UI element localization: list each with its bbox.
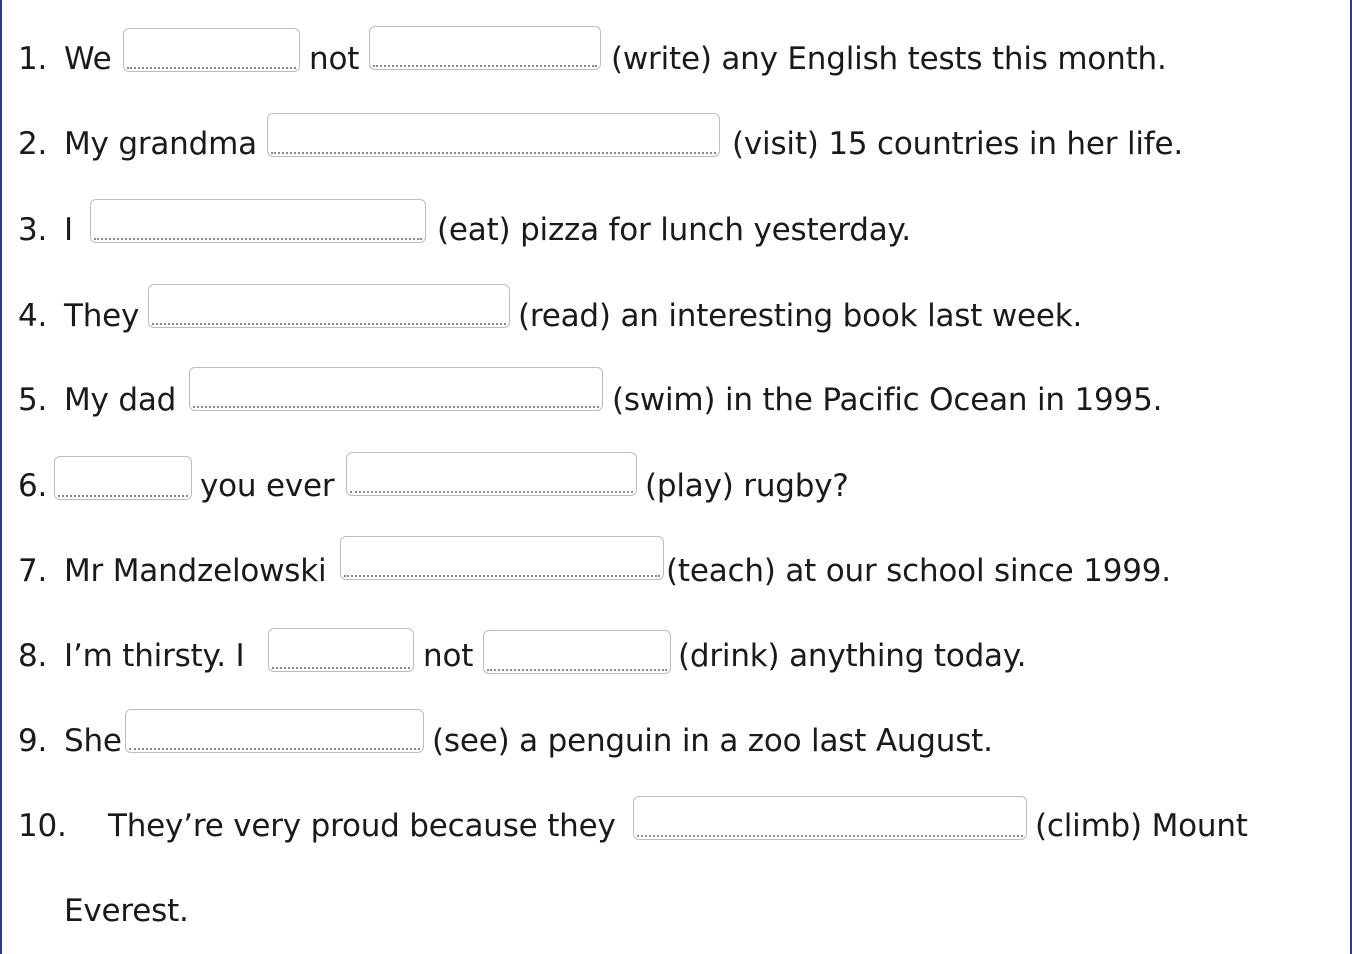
q1-mid-text: not xyxy=(309,41,360,77)
q5-lead-text: My dad xyxy=(64,382,177,418)
q3-answer-field[interactable] xyxy=(90,199,426,243)
q1-answer-field-1[interactable] xyxy=(123,28,300,72)
q2-answer-input[interactable] xyxy=(268,114,719,156)
q6-answer-input-2[interactable] xyxy=(347,453,636,495)
q5-number: 5. xyxy=(18,382,48,418)
q1-number: 1. xyxy=(18,41,48,77)
q10-continuation-text: Everest. xyxy=(64,893,189,929)
q3-answer-input[interactable] xyxy=(91,200,425,242)
q8-lead-text: I’m thirsty. I xyxy=(64,638,245,674)
q4-number: 4. xyxy=(18,298,48,334)
q8-number: 8. xyxy=(18,638,48,674)
q10-answer-field[interactable] xyxy=(633,796,1027,840)
q7-answer-field[interactable] xyxy=(340,536,664,580)
q2-answer-field[interactable] xyxy=(267,113,720,157)
q2-tail-text: (visit) 15 countries in her life. xyxy=(732,126,1184,162)
q6-answer-field-2[interactable] xyxy=(346,452,637,496)
q9-answer-input[interactable] xyxy=(126,710,423,752)
q8-answer-field-2[interactable] xyxy=(483,630,671,674)
q6-answer-input-1[interactable] xyxy=(55,457,191,499)
q5-answer-input[interactable] xyxy=(190,368,602,410)
q6-mid-text: you ever xyxy=(200,468,335,504)
q6-answer-field-1[interactable] xyxy=(54,456,192,500)
q1-lead-text: We xyxy=(64,41,112,77)
q7-lead-text: Mr Mandzelowski xyxy=(64,553,327,589)
q7-number: 7. xyxy=(18,553,48,589)
q1-tail-text: (write) any English tests this month. xyxy=(611,41,1167,77)
q5-answer-field[interactable] xyxy=(189,367,603,411)
q9-tail-text: (see) a penguin in a zoo last August. xyxy=(432,723,993,759)
q1-answer-input-1[interactable] xyxy=(124,29,299,71)
q8-mid-text: not xyxy=(423,638,474,674)
q4-answer-input[interactable] xyxy=(149,285,509,327)
q3-lead-text: I xyxy=(64,212,73,248)
q10-number: 10. xyxy=(18,808,67,844)
q6-number: 6. xyxy=(18,468,48,504)
q8-answer-input-1[interactable] xyxy=(269,629,413,671)
q4-tail-text: (read) an interesting book last week. xyxy=(518,298,1083,334)
q10-lead-text: They’re very proud because they xyxy=(108,808,616,844)
q9-number: 9. xyxy=(18,723,48,759)
q2-number: 2. xyxy=(18,126,48,162)
q4-lead-text: They xyxy=(64,298,140,334)
q9-lead-text: She xyxy=(64,723,122,759)
q3-number: 3. xyxy=(18,212,48,248)
q10-answer-input[interactable] xyxy=(634,797,1026,839)
q5-tail-text: (swim) in the Pacific Ocean in 1995. xyxy=(612,382,1163,418)
q1-answer-field-2[interactable] xyxy=(369,26,601,70)
q7-tail-text: (teach) at our school since 1999. xyxy=(666,553,1171,589)
q8-tail-text: (drink) anything today. xyxy=(678,638,1027,674)
q8-answer-field-1[interactable] xyxy=(268,628,414,672)
q1-answer-input-2[interactable] xyxy=(370,27,600,69)
q2-lead-text: My grandma xyxy=(64,126,257,162)
q6-tail-text: (play) rugby? xyxy=(645,468,849,504)
q3-tail-text: (eat) pizza for lunch yesterday. xyxy=(437,212,911,248)
q7-answer-input[interactable] xyxy=(341,537,663,579)
q4-answer-field[interactable] xyxy=(148,284,510,328)
q9-answer-field[interactable] xyxy=(125,709,424,753)
q10-tail-text: (climb) Mount xyxy=(1035,808,1248,844)
q8-answer-input-2[interactable] xyxy=(484,631,670,673)
